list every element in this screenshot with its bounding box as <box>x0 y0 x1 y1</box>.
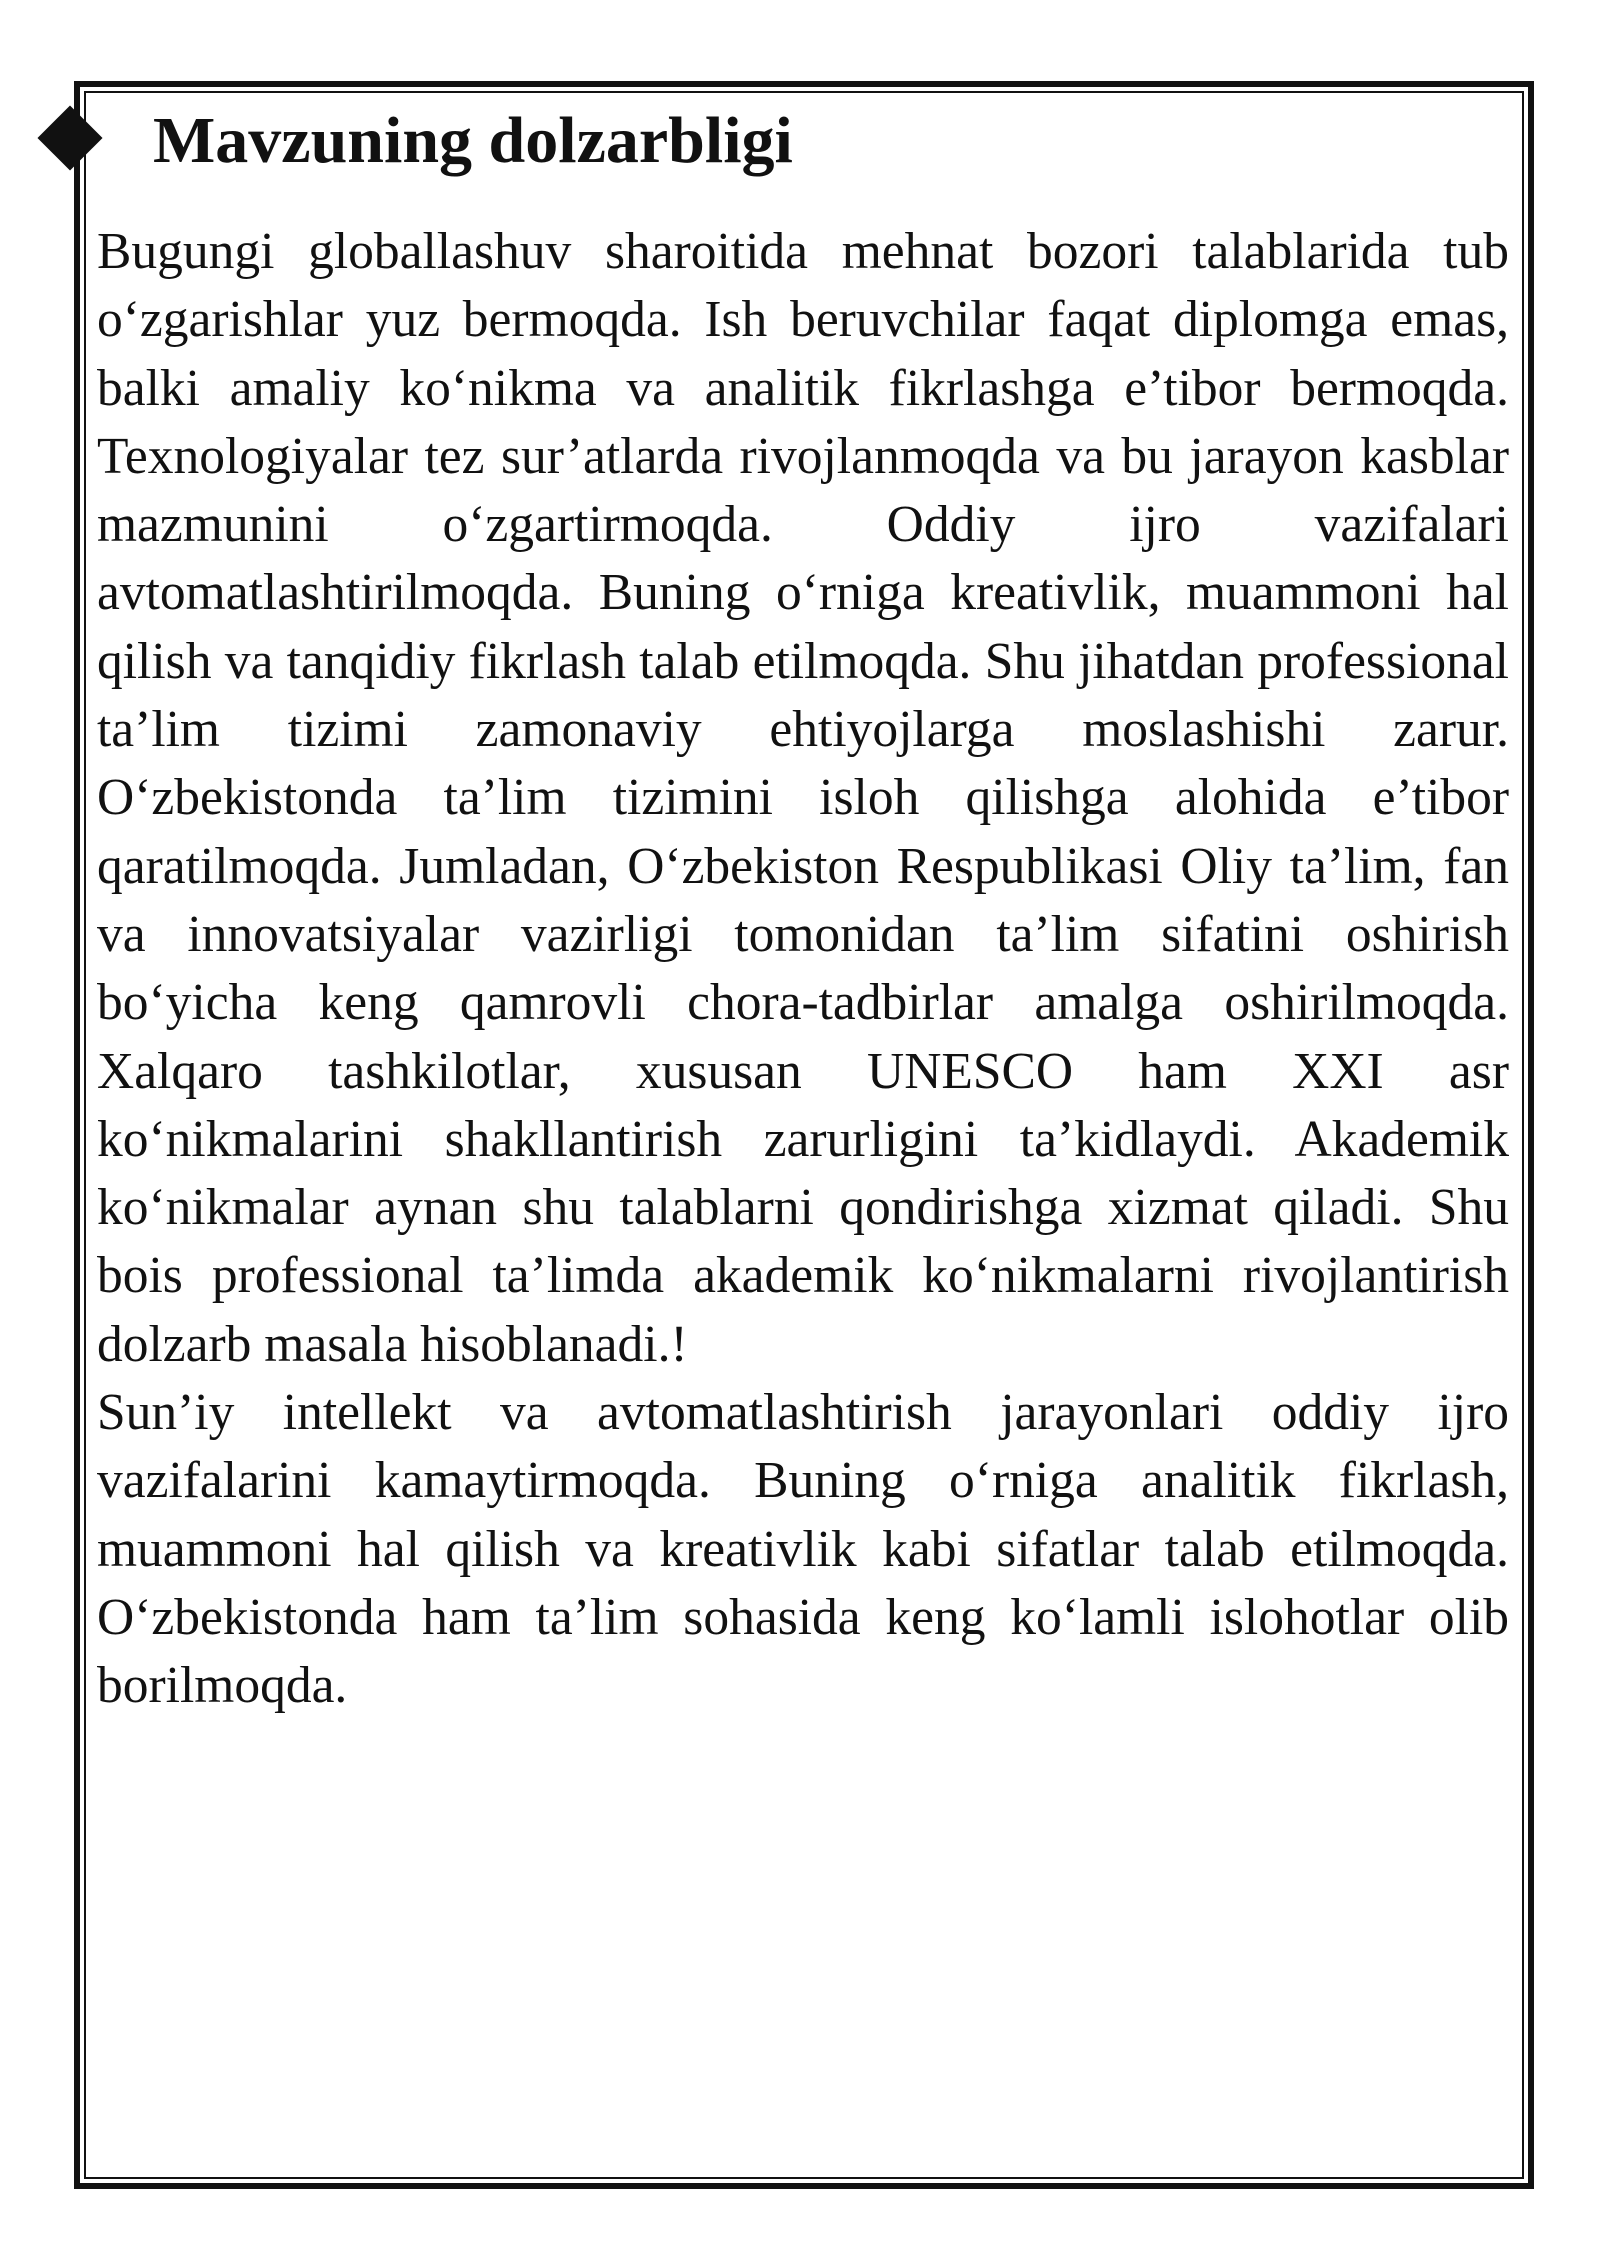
section-heading: Mavzuning dolzarbligi <box>153 104 793 177</box>
body-text <box>97 218 1509 1721</box>
paragraph-1: Bugungi globallashuv sharoitida mehnat bozori talablarida tub o‘zgarishlar yuz bermoqda. Ish beruvchilar faqat diplomga emas, balki amaliy ko‘nikma va analitik fikrlashga e’tibor bermoqda. Texnologiyalar tez sur’atlarda rivojlanmoqda va bu jarayon kasblar mazmunini o‘zgartirmoqda. Oddiy ijro vazifalari avtomatlashtirilmoqda. Buning o‘rniga kreativlik, muammoni hal qilish va tanqidiy fikrlash talab etilmoqda. Shu jihatdan professional ta’lim tizimi zamonaviy ehtiyojlarga moslashishi zarur. O‘zbekistonda ta’lim tizimini isloh qilishga alohida e’tibor qaratilmoqda. Jumladan, O‘zbekiston Respublikasi Oliy ta’lim, fan va innovatsiyalar vazirligi tomonidan ta’lim sifatini oshirish bo‘yicha keng qamrovli chora-tadbirlar amalga oshirilmoqda. Xalqaro tashkilotlar, xususan UNESCO ham XXI asr ko‘nikmalarini shakllantirish zarurligini ta’kidlaydi. Akademik ko‘nikmalar aynan shu talablarni qondirishga xizmat qiladi. Shu bois professional ta’limda akademik ko‘nikmalarni rivojlantirish dolzarb masala hisoblanadi.! <box>97 223 1509 1373</box>
paragraph-2: Sun’iy intellekt va avtomatlashtirish jarayonlari oddiy ijro vazifalarini kamaytirmoqda. Buning o‘rniga analitik fikrlash, muammoni hal qilish va kreativlik kabi sifatlar talab etilmoqda. O‘zbekistonda ham ta’lim sohasida keng ko‘lamli islohotlar olib borilmoqda. <box>97 1384 1509 1715</box>
